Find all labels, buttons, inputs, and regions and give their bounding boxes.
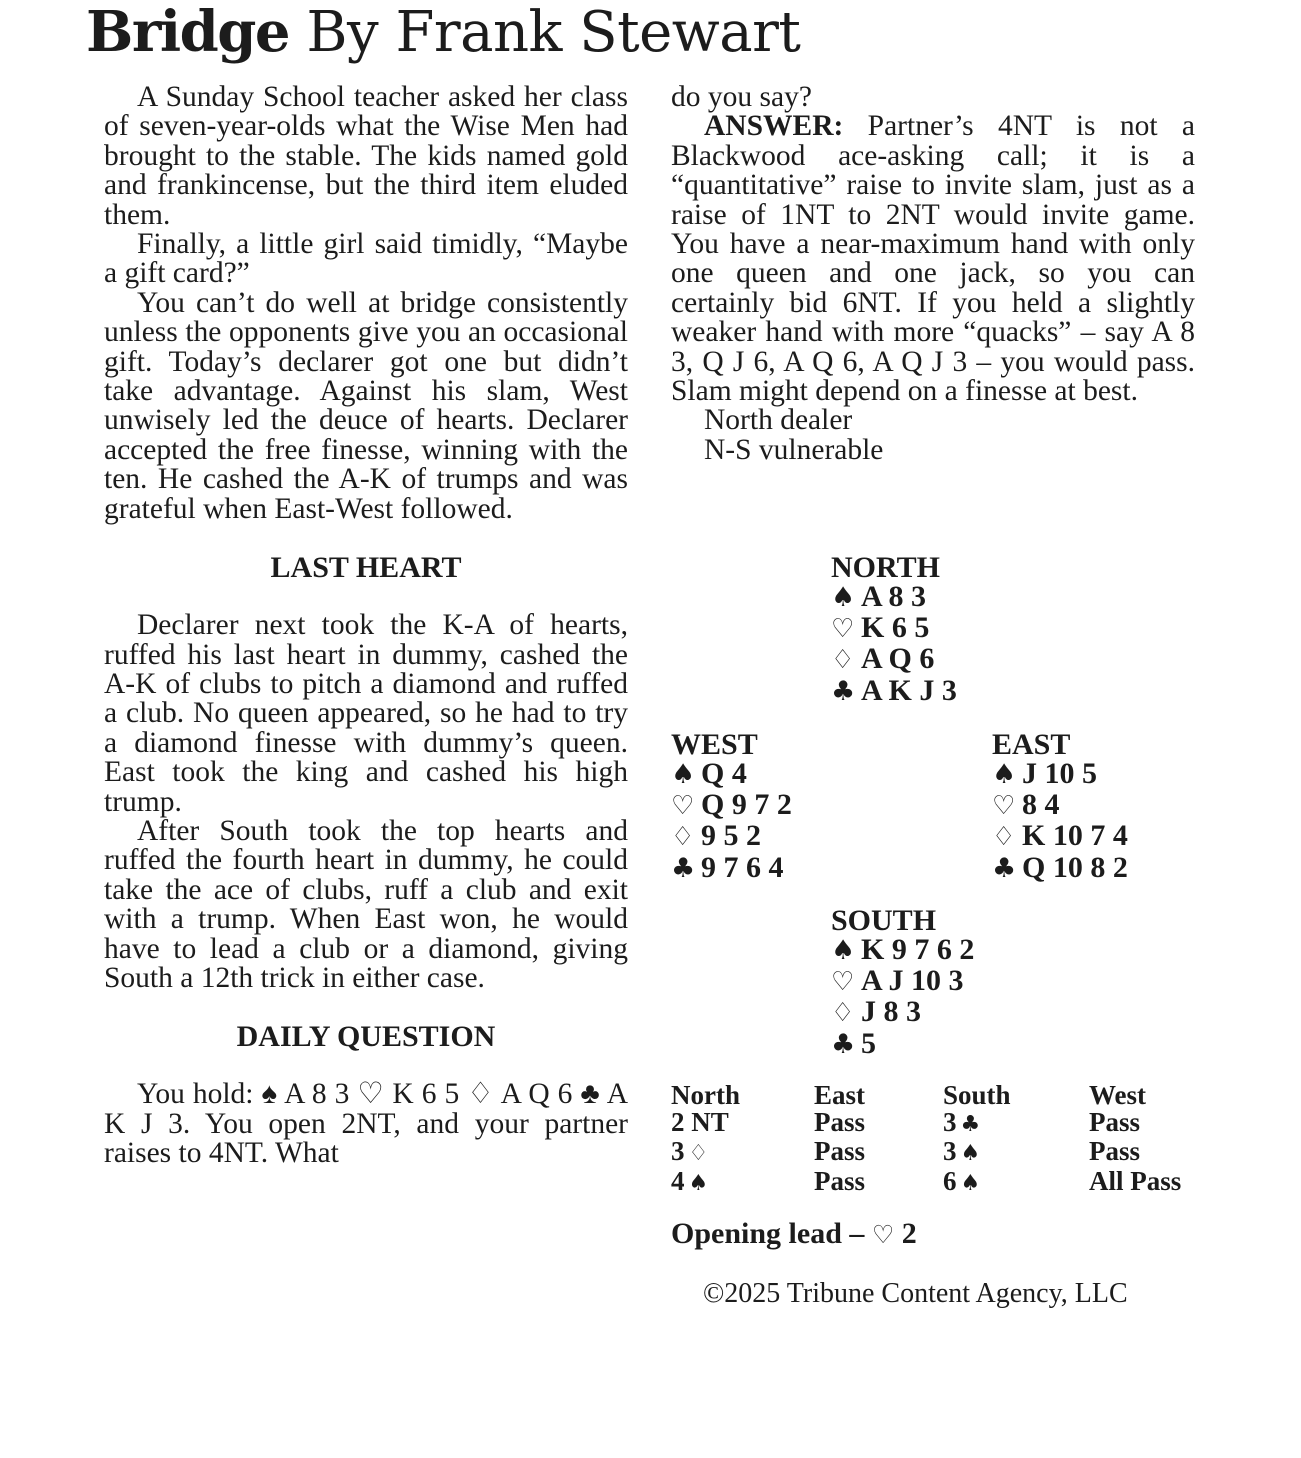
diamond-icon: ♢ (831, 645, 855, 676)
auction-table (671, 1082, 1209, 1197)
heart-icon: ♡ (992, 790, 1016, 821)
auction-bid (671, 1138, 814, 1168)
bid-text: Pass (814, 1165, 866, 1196)
club-icon: ♣ (580, 1078, 601, 1111)
auction-bid (671, 1165, 814, 1198)
section-heading-daily-question: DAILY QUESTION (236, 1020, 496, 1054)
hand-label: SOUTH (831, 904, 937, 937)
question-spades: A 8 3 (284, 1078, 350, 1111)
auction-header: South (943, 1080, 1011, 1110)
bid-text: Pass (1089, 1106, 1141, 1137)
intro-paragraph: You can’t do well at bridge consistently unless the opponents give you an occasional gift. Today’s declarer got one but didn’t take advantage. Against his slam, West unwisely led the deuce of hearts. Declarer accepted the free finesse, winning with the ten. He cashed the A-K of trumps and was grateful when East-West followed. (104, 286, 628, 525)
diamonds-holding: 9 5 2 (701, 819, 761, 853)
spades-holding: K 9 7 6 2 (861, 933, 975, 967)
answer-label: ANSWER: (704, 110, 844, 143)
bid-text: 3 (943, 1136, 957, 1166)
auction-row (671, 1106, 1209, 1139)
question-diamonds: A Q 6 (500, 1078, 573, 1111)
hand-south (831, 906, 974, 1059)
bid-text: All Pass (1089, 1165, 1182, 1196)
question-hearts: K 6 5 (392, 1078, 460, 1111)
diamond-icon: ♢ (992, 822, 1016, 853)
hand-label: EAST (992, 728, 1071, 761)
auction-bid (943, 1138, 1089, 1168)
auction-bid (1089, 1138, 1209, 1168)
bid-text: 6 (943, 1165, 957, 1196)
dealer-line: North dealer (704, 404, 853, 437)
bid-text: Pass (814, 1106, 866, 1137)
body-paragraph: After South took the top hearts and ruffed the fourth heart in dummy, he could take the ace of clubs, ruff a club and exit with a trump. When East won, he would have to lead a club or a diamond, giving South a 12th trick in either case. (104, 814, 628, 994)
diamond-icon: ♢ (671, 822, 695, 853)
byline: By Frank Stewart (306, 0, 801, 65)
question-prefix: You hold: (137, 1078, 254, 1111)
spade-icon: ♠ (688, 1170, 709, 1196)
bid-text: 2 NT (671, 1106, 729, 1137)
bid-text: 3 (943, 1106, 957, 1137)
club-icon: ♣ (831, 1028, 856, 1060)
hearts-holding: Q 9 7 2 (701, 787, 792, 821)
spade-icon: ♠ (831, 935, 856, 967)
club-icon: ♣ (831, 675, 856, 707)
intro-paragraph: A Sunday School teacher asked her class of seven-year-olds what the Wise Men had brought to the stable. The kids named gold and frankincense, but the third item eluded them. (104, 81, 628, 231)
auction-header-row (671, 1082, 1209, 1109)
auction-bid (943, 1165, 1089, 1198)
club-icon: ♣ (992, 852, 1017, 884)
hand-east (992, 730, 1128, 883)
heart-icon: ♡ (831, 613, 855, 644)
auction-bid (943, 1106, 1089, 1139)
club-icon: ♣ (960, 1111, 981, 1137)
heart-icon: ♡ (831, 966, 855, 997)
spade-icon: ♠ (960, 1141, 981, 1166)
question-clubs: A K J 3 (104, 1078, 629, 1140)
auction-header: West (1089, 1080, 1146, 1110)
auction-bid (814, 1165, 943, 1198)
opening-lead-label: Opening lead – (671, 1217, 865, 1250)
spades-holding: J 10 5 (1022, 757, 1097, 791)
section-heading-last-heart: LAST HEART (270, 551, 462, 585)
question-suffix: . You open 2NT, and your partner raises to 4NT. What (104, 1107, 628, 1170)
diamond-icon: ♢ (831, 998, 855, 1029)
auction-row (671, 1165, 1209, 1198)
spade-icon: ♠ (831, 582, 856, 614)
auction-bid (814, 1106, 943, 1139)
auction-header: North (671, 1080, 740, 1110)
hand-north (831, 553, 957, 706)
vulnerability-line: N-S vulnerable (704, 433, 884, 466)
diamonds-holding: J 8 3 (861, 995, 921, 1029)
clubs-holding: 9 7 6 4 (701, 850, 784, 884)
heart-icon: ♡ (871, 1220, 895, 1249)
hand-west (671, 730, 792, 883)
auction-bid (1089, 1165, 1209, 1198)
diamonds-holding: A Q 6 (861, 642, 935, 676)
diamonds-holding: K 10 7 4 (1022, 819, 1128, 853)
copyright: ©2025 Tribune Content Agency, LLC (703, 1278, 1128, 1309)
auction-row (671, 1138, 1209, 1168)
answer-text: Partner’s 4NT is not a Blackwood ace-asking call; it is a “quantitative” raise to invite slam, just as a raise of 1NT to 2NT would invite game. You have a near-maximum hand with only one queen and one jack, so you can certainly bid 6NT. If you held a slightly weaker hand with more “quacks” – say A 8 3, Q J 6, A Q 6, A Q J 3 – you would pass. Slam might depend on a finesse at best. (671, 110, 1195, 408)
question-continued: do you say? (671, 81, 812, 113)
daily-question-paragraph (104, 1080, 628, 1168)
bid-text: Pass (814, 1136, 866, 1166)
hearts-holding: A J 10 3 (861, 963, 964, 997)
spades-holding: Q 4 (701, 757, 747, 791)
bid-text: 3 (671, 1136, 685, 1166)
answer-paragraph (671, 112, 1195, 406)
spade-icon: ♠ (992, 759, 1017, 791)
right-column (671, 83, 1195, 465)
heart-icon: ♡ (671, 790, 695, 821)
spade-icon: ♠ (960, 1170, 981, 1196)
spades-holding: A 8 3 (861, 580, 927, 614)
spade-icon: ♠ (671, 759, 696, 791)
heart-icon: ♡ (357, 1078, 385, 1111)
hand-label: NORTH (831, 551, 940, 584)
column-name: Bridge (86, 0, 290, 65)
hearts-holding: 8 4 (1022, 787, 1060, 821)
body-paragraph: Declarer next took the K-A of hearts, ruffed his last heart in dummy, cashed the A-K of clubs to pitch a diamond and ruffed a club. No queen appeared, so he had to try a diamond finesse with dummy’s queen. East took the king and cashed his high trump. (104, 609, 628, 818)
left-column (104, 83, 628, 1169)
auction-bid (671, 1106, 814, 1139)
clubs-holding: 5 (861, 1026, 876, 1060)
bid-text: Pass (1089, 1136, 1141, 1166)
bid-text: 4 (671, 1165, 685, 1196)
auction-header: East (814, 1080, 866, 1110)
page-title (86, 0, 800, 65)
club-icon: ♣ (671, 852, 696, 884)
opening-lead (671, 1218, 917, 1251)
auction-bid (1089, 1106, 1209, 1139)
hand-label: WEST (671, 728, 758, 761)
opening-lead-card: 2 (901, 1217, 917, 1250)
spade-icon: ♠ (261, 1078, 278, 1111)
auction-bid (814, 1138, 943, 1168)
clubs-holding: Q 10 8 2 (1022, 850, 1128, 884)
diamond-icon: ♢ (467, 1078, 495, 1111)
intro-paragraph: Finally, a little girl said timidly, “Maybe a gift card?” (104, 228, 628, 290)
diamond-icon: ♢ (688, 1141, 709, 1166)
clubs-holding: A K J 3 (861, 673, 957, 707)
hearts-holding: K 6 5 (861, 610, 930, 644)
